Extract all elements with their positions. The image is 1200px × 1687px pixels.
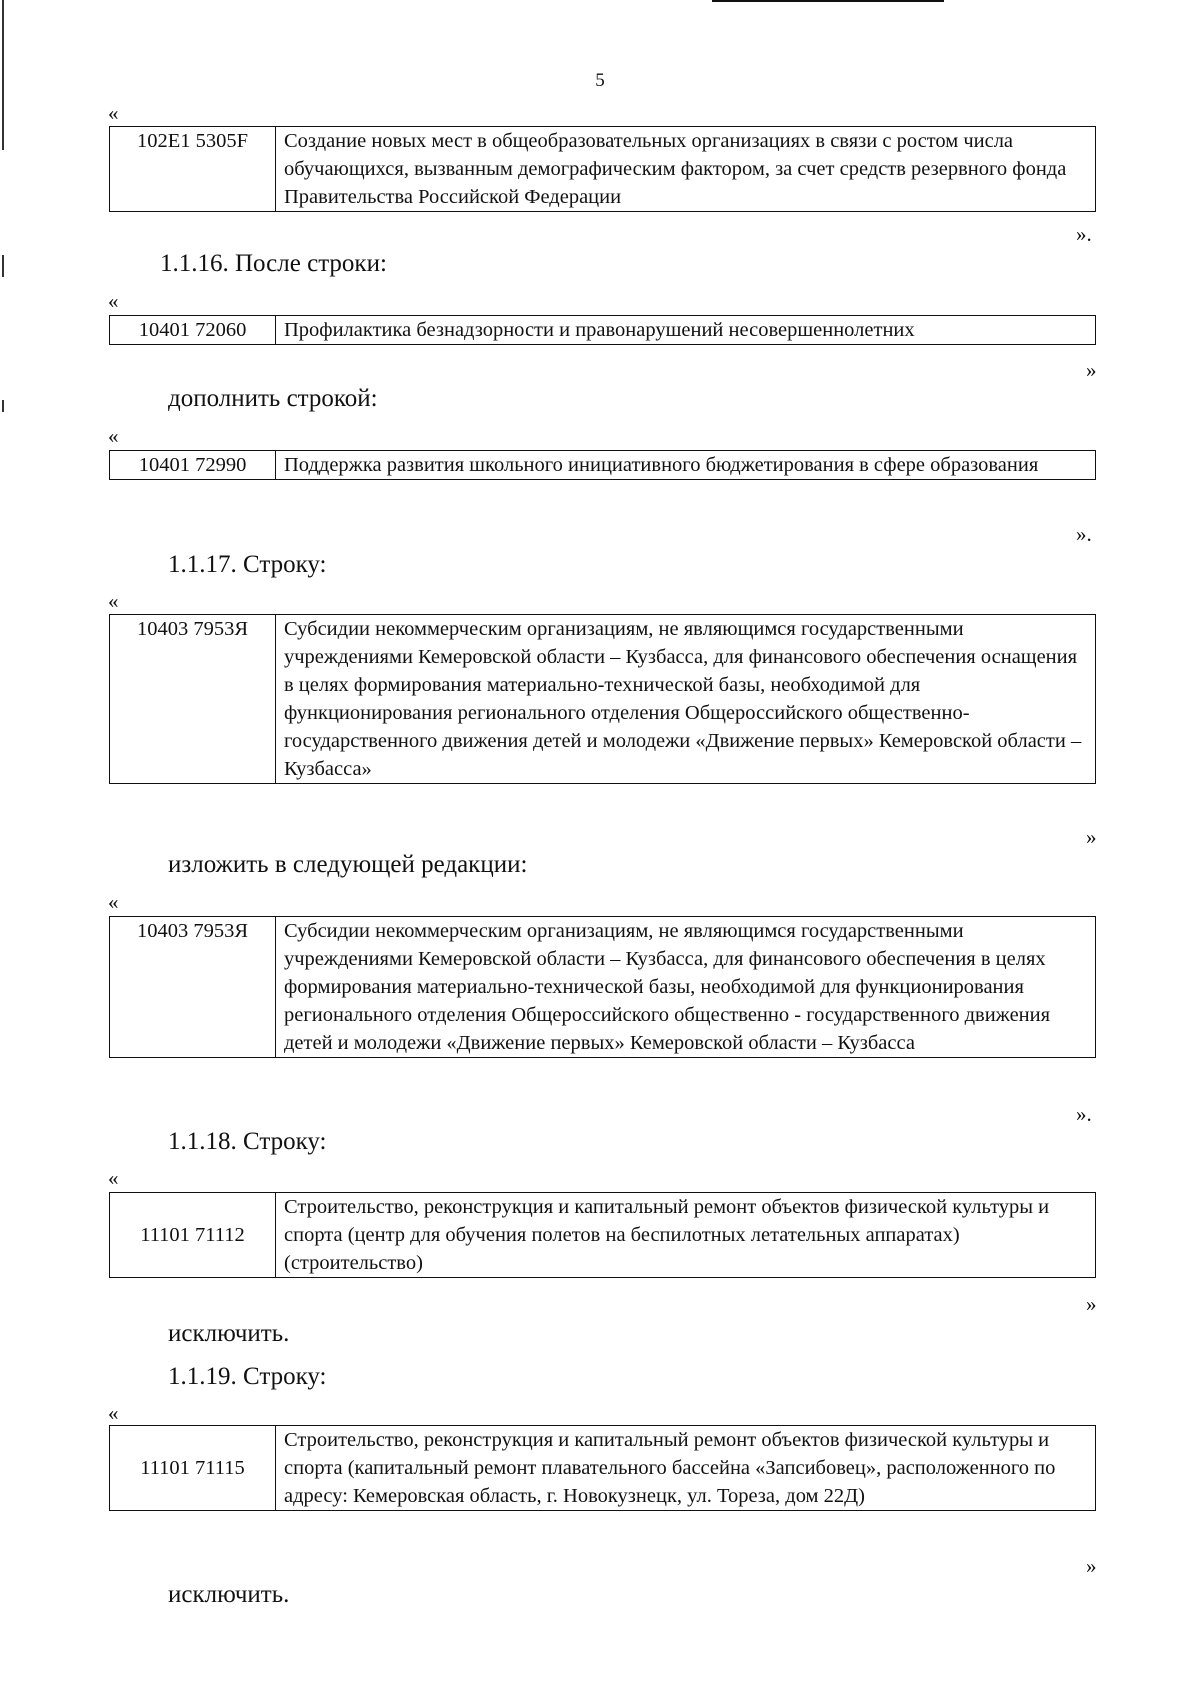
open-quote: «	[108, 424, 119, 448]
close-quote: »	[1086, 825, 1097, 849]
row-description: Создание новых мест в общеобразовательных организациях в связи с ростом числа обучающихся, вызванным демографическим фактором, за счет средств резервного фонда Правительства Российской Федерации	[276, 127, 1096, 212]
table-row	[110, 1426, 1096, 1511]
row-description: Субсидии некоммерческим организациям, не являющимся государственными учреждениями Кемеровской области – Кузбасса, для финансового обеспечения оснащения в целях формирования материально-технической базы, необходимой для функционирования регионального отделения Общероссийского общественно-государственного движения детей и молодежи «Движение первых» Кемеровской области – Кузбасса»	[276, 615, 1096, 784]
section-heading: изложить в следующей редакции:	[168, 851, 528, 878]
scan-margin-mark	[2, 400, 4, 412]
budget-row-table	[109, 315, 1096, 345]
close-quote: ».	[1076, 222, 1092, 246]
budget-row-table	[109, 450, 1096, 480]
open-quote: «	[108, 101, 119, 125]
close-quote: »	[1086, 1292, 1097, 1316]
section-heading: 1.1.18. Строку:	[168, 1128, 327, 1155]
open-quote: «	[108, 890, 119, 914]
budget-row-table	[109, 614, 1096, 784]
classification-code: 10401 72990	[110, 451, 276, 480]
table-row	[110, 1193, 1096, 1278]
section-heading: исключить.	[168, 1320, 290, 1347]
section-heading: 1.1.19. Строку:	[168, 1363, 327, 1390]
classification-code: 11101 71115	[110, 1426, 276, 1511]
row-description: Строительство, реконструкция и капитальный ремонт объектов физической культуры и спорта (капитальный ремонт плавательного бассейна «Запсибовец», расположенного по адресу: Кемеровская область, г. Новокузнецк, ул. Тореза, дом 22Д)	[276, 1426, 1096, 1511]
page-number: 5	[595, 70, 605, 91]
budget-row-table	[109, 126, 1096, 212]
open-quote: «	[108, 589, 119, 613]
table-row	[110, 316, 1096, 345]
table-row	[110, 615, 1096, 784]
classification-code: 11101 71112	[110, 1193, 276, 1278]
classification-code: 10401 72060	[110, 316, 276, 345]
section-heading: дополнить строкой:	[168, 385, 378, 412]
section-heading: исключить.	[168, 1581, 290, 1608]
classification-code: 102E1 5305F	[110, 127, 276, 212]
budget-row-table	[109, 916, 1096, 1058]
classification-code: 10403 7953Я	[110, 615, 276, 784]
table-row	[110, 917, 1096, 1058]
close-quote: »	[1086, 358, 1097, 382]
section-heading: 1.1.16. После строки:	[160, 250, 387, 277]
scan-margin-mark	[2, 255, 4, 277]
top-rule	[712, 0, 855, 2]
close-quote: ».	[1076, 522, 1092, 546]
table-row	[110, 127, 1096, 212]
row-description: Поддержка развития школьного инициативного бюджетирования в сфере образования	[276, 451, 1096, 480]
row-description: Строительство, реконструкция и капитальный ремонт объектов физической культуры и спорта (центр для обучения полетов на беспилотных летательных аппаратах) (строительство)	[276, 1193, 1096, 1278]
section-heading: 1.1.17. Строку:	[168, 551, 327, 578]
row-description: Субсидии некоммерческим организациям, не являющимся государственными учреждениями Кемеровской области – Кузбасса, для финансового обеспечения в целях формирования материально-технической базы, необходимой для функционирования регионального отделения Общероссийского общественно - государственного движения детей и молодежи «Движение первых» Кемеровской области – Кузбасса	[276, 917, 1096, 1058]
budget-row-table	[109, 1192, 1096, 1278]
close-quote: »	[1086, 1554, 1097, 1578]
close-quote: ».	[1076, 1102, 1092, 1126]
classification-code: 10403 7953Я	[110, 917, 276, 1058]
open-quote: «	[108, 1401, 119, 1425]
row-description: Профилактика безнадзорности и правонарушений несовершеннолетних	[276, 316, 1096, 345]
table-row	[110, 451, 1096, 480]
open-quote: «	[108, 1166, 119, 1190]
budget-row-table	[109, 1425, 1096, 1511]
top-rule	[848, 0, 944, 2]
open-quote: «	[108, 289, 119, 313]
